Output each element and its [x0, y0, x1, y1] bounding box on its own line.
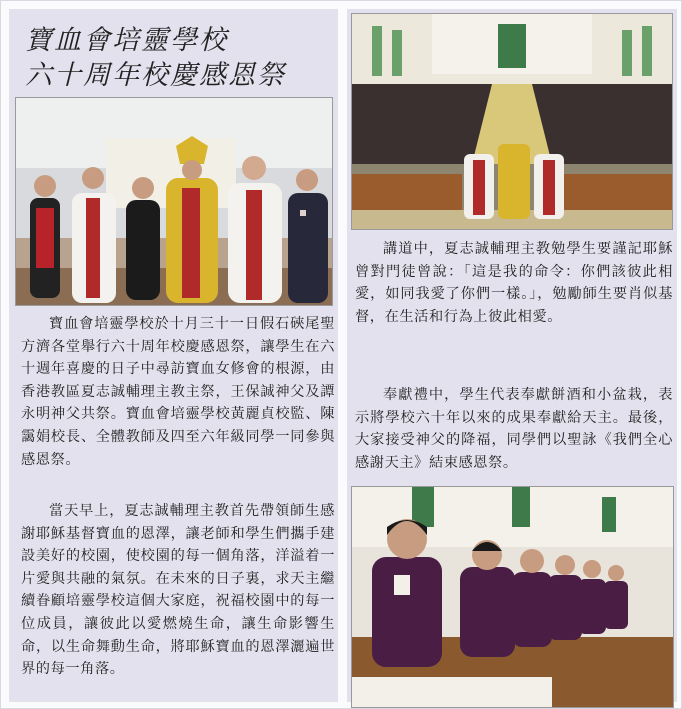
left-column — [9, 9, 338, 702]
title-line-1: 寶血會培靈學校 — [25, 25, 228, 56]
students-praying-photo — [351, 486, 674, 708]
paragraph-4: 奉獻禮中，學生代表奉獻餅酒和小盆栽，表示將學校六十年以來的成果奉獻給天主。最後，大家接受神父的降福，同學們以聖詠《我們全心感謝天主》結束感恩祭。 — [355, 387, 673, 471]
title-line-2: 六十周年校慶感恩祭 — [25, 60, 286, 91]
paragraph-3: 講道中，夏志誠輔理主教勉學生要謹記耶穌曾對門徒曾說：「這是我的命令：你們該彼此相愛，如同我愛了你們一樣。」，勉勵師生要肖似基督，在生活和行為上彼此相愛。 — [355, 241, 673, 325]
paragraph-2: 當天早上，夏志誠輔理主教首先帶領師生感謝耶穌基督寶血的恩澤，讓老師和學生們攜手建設美好的校園，使校園的每一個角落，洋溢着一片愛與共融的氣氛。在未來的日子裏，求天主繼續眷顧培靈學校這個大家庭，祝福校園中的每一位成員，讓彼此以愛燃燒生命，讓生命影響生命，以生命舞動生命，將耶穌寶血的恩澤灑遍世界的每一角落。 — [21, 503, 335, 678]
article-title — [25, 23, 286, 93]
church-interior-photo — [351, 13, 673, 230]
right-column — [347, 9, 677, 702]
paragraph-1: 寶血會培靈學校於十月三十一日假石硤尾聖方濟各堂舉行六十周年校慶感恩祭，讓學生在六十週年喜慶的日子中尋訪寶血女修會的根源，由香港教區夏志誠輔理主教主祭，王保誠神父及譚永明神父共祭。寶血會培靈學校黃麗貞校監、陳靄娟校長、全體教師及四至六年級同學一同參與感恩祭。 — [21, 316, 335, 468]
clergy-group-photo — [15, 97, 333, 306]
